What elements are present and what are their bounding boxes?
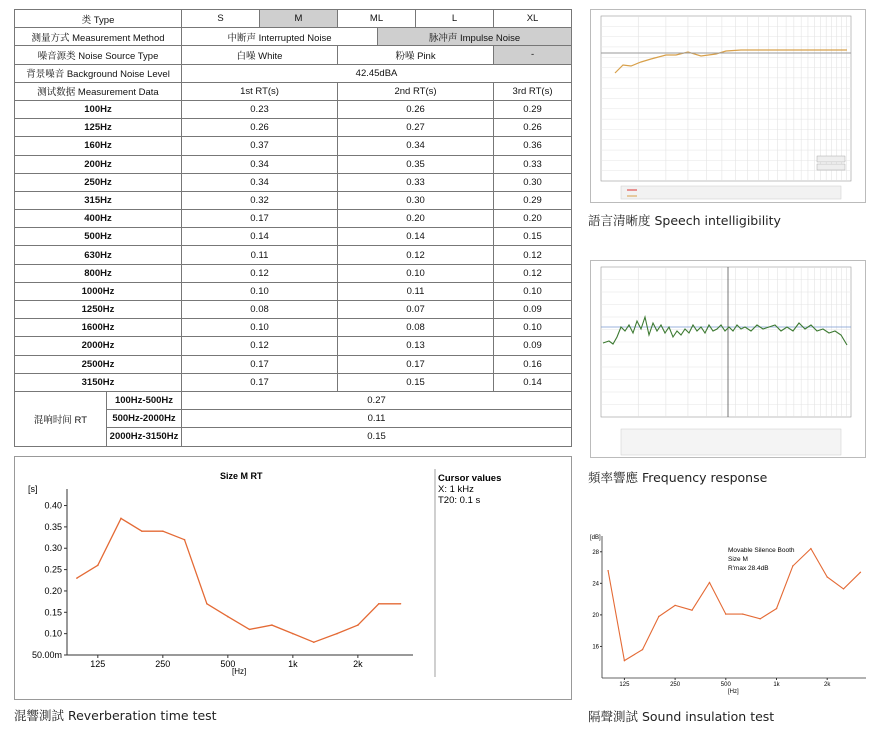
freq-label: 2500Hz [15, 355, 182, 373]
rt1-value: 0.14 [182, 228, 338, 246]
rt-y-tick-label: 0.20 [44, 585, 62, 596]
rt2-value: 0.34 [338, 137, 494, 155]
rt-data-point [206, 603, 208, 605]
rt-chart [15, 457, 571, 699]
rt-x-tick-label: 500 [220, 659, 236, 669]
rt2-value: 0.27 [338, 119, 494, 137]
rt2-value: 0.13 [338, 337, 494, 355]
rt1-value: 0.37 [182, 137, 338, 155]
rt-x-tick-label: 125 [90, 659, 106, 669]
insulation-data-point [642, 649, 643, 650]
reverb-caption: 混響測試 Reverberation time test [14, 708, 217, 723]
freq-row [15, 100, 572, 118]
freq-label: 1250Hz [15, 301, 182, 319]
rt3-value: 0.12 [494, 264, 572, 282]
rt3-value: 0.16 [494, 355, 572, 373]
freq-row [15, 337, 572, 355]
insulation-xlabel: [Hz] [728, 689, 739, 695]
freq-label: 500Hz [15, 228, 182, 246]
method-row [15, 28, 572, 46]
freq-label: 250Hz [15, 173, 182, 191]
method-impulse: 脉冲声 Impulse Noise [378, 28, 572, 46]
insulation-data-point [691, 609, 692, 610]
insulation-chart [588, 530, 868, 700]
insulation-x-tick-label: 2k [824, 682, 831, 688]
rt3-value: 0.26 [494, 119, 572, 137]
cursor-t20: T20: 0.1 s [438, 495, 481, 506]
rt3-value: 0.33 [494, 155, 572, 173]
rt2-value: 0.07 [338, 301, 494, 319]
rt-data-point [120, 518, 122, 520]
rt1-value: 0.17 [182, 355, 338, 373]
rt-data-point [313, 641, 315, 643]
freq-label: 1600Hz [15, 319, 182, 337]
source-row [15, 46, 572, 64]
rt-chart-title: Size M RT [220, 471, 263, 481]
rt2-value: 0.20 [338, 210, 494, 228]
rt-data-point [292, 633, 294, 635]
insulation-x-tick-label: 125 [619, 682, 630, 688]
insulation-data-point [810, 548, 811, 549]
rt-data-point [249, 629, 251, 631]
rt2-value: 0.11 [338, 282, 494, 300]
rt3-value: 0.29 [494, 191, 572, 209]
freq-label: 3150Hz [15, 373, 182, 391]
source-dash: - [494, 46, 572, 64]
freq-label: 630Hz [15, 246, 182, 264]
frequency-chart-panel [590, 260, 866, 458]
method-interrupted: 中断声 Interrupted Noise [182, 28, 378, 46]
rt3-value: 0.15 [494, 228, 572, 246]
rt2-value: 0.10 [338, 264, 494, 282]
rt-y-tick-label: 50.00m [31, 650, 62, 660]
rt-y-tick-label: 0.25 [44, 564, 62, 575]
size-l: L [416, 10, 494, 28]
rt2-value: 0.33 [338, 173, 494, 191]
range-3-label: 2000Hz-3150Hz [107, 428, 182, 446]
rt3-value: 0.09 [494, 301, 572, 319]
rt1-value: 0.34 [182, 155, 338, 173]
rt3-value: 0.14 [494, 373, 572, 391]
rt2-value: 0.14 [338, 228, 494, 246]
freq-row [15, 137, 572, 155]
rt-y-tick-label: 0.40 [44, 500, 62, 511]
source-white: 白噪 White [182, 46, 338, 64]
freq-label: 400Hz [15, 210, 182, 228]
freq-label: 800Hz [15, 264, 182, 282]
rt-y-tick-label: 0.35 [44, 521, 62, 532]
insulation-note-2: Size M [728, 556, 748, 563]
range-1-label: 100Hz-500Hz [107, 391, 182, 409]
size-s: S [182, 10, 260, 28]
freq-row [15, 282, 572, 300]
insulation-x-tick-label: 1k [773, 682, 780, 688]
rt-data-point [76, 577, 78, 579]
freq-row [15, 155, 572, 173]
rt3-value: 0.09 [494, 337, 572, 355]
rt-header-3: 3rd RT(s) [494, 82, 572, 100]
insulation-data-point [843, 588, 844, 589]
rt-header-1: 1st RT(s) [182, 82, 338, 100]
rt2-value: 0.35 [338, 155, 494, 173]
rt1-value: 0.10 [182, 319, 338, 337]
source-pink: 粉噪 Pink [338, 46, 494, 64]
freq-label: 200Hz [15, 155, 182, 173]
size-ml: ML [338, 10, 416, 28]
type-label: 类 Type [15, 10, 182, 28]
rt-data-point [97, 565, 99, 567]
rt-y-tick-label: 0.15 [44, 607, 62, 618]
frequency-legend-box [621, 429, 841, 455]
rt-header-2: 2nd RT(s) [338, 82, 494, 100]
size-m: M [260, 10, 338, 28]
rt-y-tick-label: 0.30 [44, 543, 62, 554]
cursor-title: Cursor values [438, 473, 502, 484]
range-2-value: 0.11 [182, 410, 572, 428]
rt1-value: 0.34 [182, 173, 338, 191]
rt3-value: 0.10 [494, 282, 572, 300]
rt-x-tick-label: 2k [353, 659, 363, 669]
rt2-value: 0.12 [338, 246, 494, 264]
rt-data-point [271, 624, 273, 626]
freq-row [15, 119, 572, 137]
data-label: 测试数据 Measurement Data [15, 82, 182, 100]
rt3-value: 0.30 [494, 173, 572, 191]
type-row [15, 10, 572, 28]
rt2-value: 0.30 [338, 191, 494, 209]
background-row [15, 64, 572, 82]
rt1-value: 0.23 [182, 100, 338, 118]
speech-chart [591, 10, 865, 202]
rt-x-tick-label: 250 [155, 659, 171, 669]
rt-header-row [15, 82, 572, 100]
rt2-value: 0.26 [338, 100, 494, 118]
rt1-value: 0.10 [182, 282, 338, 300]
speech-caption: 語言清晰度 Speech intelligibility [588, 213, 781, 228]
speech-cursor-box [817, 164, 845, 170]
range-1-value: 0.27 [182, 391, 572, 409]
range-row [15, 391, 572, 409]
rt1-value: 0.26 [182, 119, 338, 137]
insulation-data-point [624, 660, 625, 661]
speech-legend-bar [621, 186, 841, 199]
rt2-value: 0.08 [338, 319, 494, 337]
rt3-value: 0.20 [494, 210, 572, 228]
insulation-x-tick-label: 500 [720, 682, 731, 688]
rt1-value: 0.08 [182, 301, 338, 319]
rt-data-point [336, 633, 338, 635]
frequency-chart [591, 261, 865, 457]
rt-label: 混响时间 RT [15, 391, 107, 446]
rt-x-tick-label: 1k [288, 659, 298, 669]
rt-data-point [184, 539, 186, 541]
insulation-data-point [759, 618, 760, 619]
freq-label: 100Hz [15, 100, 182, 118]
speech-chart-panel [590, 9, 866, 203]
freq-label: 125Hz [15, 119, 182, 137]
freq-row [15, 355, 572, 373]
insulation-data-point [860, 572, 861, 573]
insulation-note-1: Movable Silence Booth [728, 547, 795, 554]
freq-row [15, 210, 572, 228]
rt1-value: 0.32 [182, 191, 338, 209]
rt2-value: 0.17 [338, 355, 494, 373]
rt2-value: 0.15 [338, 373, 494, 391]
rt3-value: 0.29 [494, 100, 572, 118]
freq-row [15, 264, 572, 282]
rt-chart-ylabel: [s] [28, 484, 38, 494]
freq-row [15, 373, 572, 391]
rt1-value: 0.11 [182, 246, 338, 264]
insulation-data-point [792, 565, 793, 566]
insulation-data-point [674, 605, 675, 606]
insulation-data-point [725, 613, 726, 614]
insulation-data-point [776, 608, 777, 609]
measurement-table [14, 9, 572, 447]
freq-row [15, 301, 572, 319]
rt-chart-xlabel: [Hz] [232, 667, 247, 676]
speech-cursor-box [817, 156, 845, 162]
insulation-data-point [658, 616, 659, 617]
freq-label: 315Hz [15, 191, 182, 209]
freq-row [15, 173, 572, 191]
insulation-x-tick-label: 250 [670, 682, 681, 688]
freq-label: 2000Hz [15, 337, 182, 355]
insulation-data-point [742, 613, 743, 614]
rt-chart-panel [14, 456, 572, 700]
freq-row [15, 228, 572, 246]
method-label: 测量方式 Measurement Method [15, 28, 182, 46]
rt1-value: 0.17 [182, 373, 338, 391]
rt-data-point [141, 530, 143, 532]
rt-data-point [400, 603, 402, 605]
rt1-value: 0.12 [182, 264, 338, 282]
rt-data-point [357, 624, 359, 626]
background-label: 背景噪音 Background Noise Level [15, 64, 182, 82]
rt-data-point [378, 603, 380, 605]
insulation-chart-panel [588, 530, 868, 700]
source-label: 噪音源类 Noise Source Type [15, 46, 182, 64]
rt3-value: 0.36 [494, 137, 572, 155]
insulation-y-tick-label: 20 [592, 612, 599, 619]
rt3-value: 0.12 [494, 246, 572, 264]
size-xl: XL [494, 10, 572, 28]
freq-row [15, 319, 572, 337]
freq-label: 1000Hz [15, 282, 182, 300]
rt3-value: 0.10 [494, 319, 572, 337]
rt-data-point [227, 616, 229, 618]
insulation-data-point [826, 576, 827, 577]
insulation-data-point [709, 582, 710, 583]
rt-data-point [162, 530, 164, 532]
insulation-data-point [607, 570, 608, 571]
insulation-note-3: R'max 28.4dB [728, 565, 769, 572]
freq-label: 160Hz [15, 137, 182, 155]
rt1-value: 0.12 [182, 337, 338, 355]
range-2-label: 500Hz-2000Hz [107, 410, 182, 428]
insulation-caption: 隔聲測試 Sound insulation test [588, 709, 775, 724]
insulation-y-tick-label: 28 [592, 549, 599, 556]
insulation-ylabel: [dB] [590, 535, 601, 541]
freq-row [15, 246, 572, 264]
rt-y-tick-label: 0.10 [44, 628, 62, 639]
background-value: 42.45dBA [182, 64, 572, 82]
rt-series-line [77, 518, 401, 642]
rt1-value: 0.17 [182, 210, 338, 228]
freq-row [15, 191, 572, 209]
insulation-y-tick-label: 16 [592, 644, 599, 651]
range-3-value: 0.15 [182, 428, 572, 446]
cursor-x: X: 1 kHz [438, 484, 474, 495]
insulation-y-tick-label: 24 [592, 581, 599, 588]
frequency-caption: 頻率響應 Frequency response [588, 470, 768, 485]
